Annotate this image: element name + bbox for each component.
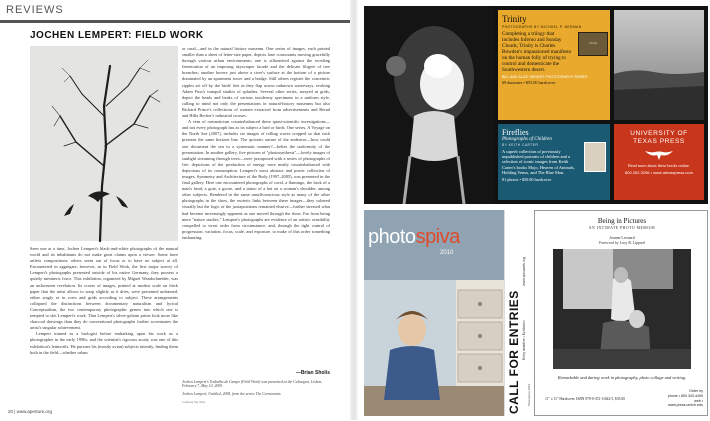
book-subtitle: AN INTIMATE PHOTO MEMOIR (588, 226, 656, 230)
cover-label: trinity (588, 41, 598, 45)
book-subtitle: Photographs of Children (502, 137, 552, 142)
book-blurb: Completing a trilogy that includes Inferno and Sunday Clouds, Trinity is Charles Bowden's impassioned manifesto on the human folly of trying to control and domesticate the Southwestern desert. (502, 31, 572, 73)
book-price: 81 photos • $50.00 hardcover (502, 177, 552, 183)
ut-press-brand (614, 124, 704, 200)
paragraph: Lempert trained as a biologist before embarking upon his work as a photographer in the early 1990s, and the scientist's rigorous acuity was one of this exhibition's leitmotifs. He pursues his (mostly avian) subjects intently, finding them both in the field—whether urban (30, 331, 178, 355)
book-title: Trinity (502, 14, 527, 24)
book-title: Fireflies (502, 128, 529, 137)
page-folio: 20 | www.aperture.org (8, 409, 52, 414)
author-signature: —Brian Sholis (295, 370, 330, 376)
paragraph: or rural—and in the natural history museum. One series of images, each printed smaller than a sheet of letter-size paper, depicts lone cormorants moving gracefully through various urban environments; one is silhouetted against the receding fenestration of an imposing skyscraper facade and the delicate filigree of tree branches; another hovers just above a river's surface at the bottom of a picture dominated by an apartment tower and a bridge. Still others register the concentric ripples set off by the birds' feet as they flap across unknown waterways, evoking Adam Fuss's tranquil studies of splashes. Several other series, arrayed in grids, depict the heads and beaks of various taxidermy specimens in a uniform style, calling to mind not only the presentations in natural-history museums but also Richard Prince's collections of women extracted from advertisements and Bernd and Hilla Becher's industrial crosses. (182, 46, 330, 119)
order-label: Order by (689, 389, 703, 393)
paragraph: Seen one at a time, Jochen Lempert's black-and-white photographs of the natural world and its inhabitants do not make great claims upon a viewer. Some have artless compositions; others seem out of focus or to have no subject at all. Encountered in aggregate, however, as in Field Work, the first major survey of Lempert's photographs presented outside of his native Germany, they possess a quietly mesmeric force. This exhibition, organized by Miguel Wandschneider, was an unforeseen revelation. Its scores of images, printed at modest scale on thick paper that the artist allows to warp slightly as it dries, were presented unframed, either singly or in rows and grids according to subject. These arrangements collapsed the distinctions between documentary naturalism and lyrical Conceptualism, the two contemporary photographic genres into which one is tempted to slot Lempert's work. That Lempert's silver-gelatin prints look more like charcoal drawings than they do conventional photographs further accentuates the artist's singular achievement. (30, 246, 178, 331)
exhibition-caption: Jochen Lempert's Trabalho de Campo (Field Work) was presented at the Culturgest, Lisbon, February 7–May 10, 2009. (182, 380, 323, 388)
order-info (659, 389, 703, 408)
photospiva-smallprint: Photospiva 2010 (527, 383, 531, 406)
boy-in-room-photo (364, 210, 504, 416)
book-blurb: A superb collection of previously unpublished portraits of children and a selection of iconic images from Keith Carter's books Mojo, Heaven of Animals, Holding Venus, and The Blue Man. (502, 149, 575, 175)
photospiva-logo (368, 226, 460, 249)
order-web: web • www.press.umich.edu (668, 398, 703, 408)
publisher-name-line-1: UNIVERSITY OF (630, 130, 688, 137)
photospiva-ad (364, 210, 530, 416)
book-cover (578, 32, 608, 56)
photospiva-side-strip (504, 210, 530, 416)
page-gutter (350, 0, 358, 420)
book-tagline: Remarkable and daring work in photography, photo collage and writing. (557, 375, 687, 380)
book-author: Joanne Leonard (609, 235, 635, 240)
ut-press-ad (364, 6, 708, 204)
trinity-promo (498, 10, 610, 120)
publisher-name-line-2: TEXAS PRESS (633, 138, 685, 145)
logo-spiva: spiva (415, 226, 460, 248)
review-page (0, 0, 350, 420)
book-byline: BY KEITH CARTER (502, 143, 539, 147)
section-header: REVIEWS (6, 4, 64, 16)
woman-child-photo (553, 249, 691, 369)
longhorn-logo-icon (644, 149, 674, 161)
publisher-contact: 800.252.3206 • www.utexaspress.com (625, 170, 693, 175)
section-rule (0, 20, 350, 23)
ad-photo-children (364, 6, 494, 204)
publisher-tagline: Read more about these books online. (628, 163, 690, 168)
call-for-entries: CALL FOR ENTRIES (507, 290, 521, 414)
photo-credit: Courtesy the artist (182, 400, 206, 404)
review-column-1 (30, 246, 178, 356)
logo-photo: photo (368, 226, 416, 248)
photospiva-web: www.spivaarts.org (522, 256, 526, 286)
being-in-pictures-ad (534, 210, 708, 416)
photospiva-year: 2010 (440, 250, 454, 256)
ads-page (358, 0, 710, 420)
book-title: Being in Pictures (597, 217, 647, 225)
cormorant-photo (30, 46, 178, 241)
article-title: JOCHEN LEMPERT: FIELD WORK (30, 30, 204, 41)
book-foreword: Foreword by Lucy R. Lippard (599, 241, 645, 245)
photospiva-dates: Entry deadline • Exhibition (522, 320, 526, 360)
order-phone: phone • 800.343.4499 (667, 393, 703, 398)
photo-caption: Jochen Lempert, Untitled, 2008, from the series The Cormorants. (182, 392, 282, 396)
book-byline: PHOTOGRAPHS BY MICHAEL P. BERMAN (502, 25, 582, 29)
fireflies-promo (498, 124, 610, 200)
desert-landscape-photo (614, 10, 704, 120)
paragraph: A vein of romanticism counterbalanced these quasi-scientific investigations—and not every photograph has as its subject a bird or birds. One series, A Voyage on the North Sea (2007), includes six images of rolling waves cropped so that each presents the same horizon line. The quixotic nature of the endeavor—how could one document the sea in a systematic manner?—belies the uniformity of the presentation. In another gallery, five pictures of "photosynthesis"—lovely images of sunlight streaming through trees—were juxtaposed with a series of photographs of fire: depictions of the production of energy were neatly counterbalanced with depictions of its consumption. Lempert's most abstract and poetic collection of images, Symmetry and Architecture of the Body (1997–2005), was presented in the final gallery. Here one encountered photographs of coral, a flamingo, the back of a man's head, a goat, a goose, and a tattoo of a bat on a woman's shoulder, among other subjects. Rendered in the same unselfconscious style as many of the other photographs in the show, the esoteric links between these images—they cohered visually but the logic of the juxtapositions remained elusive—further stressed what had become increasingly apparent as one moved through the show. Far from being mere "nature studies," Lempert's photographs are evidence of an artistic sensibility compelled to wrest order from circumstance, and, through the tight control of progression, variation, focus, scale, and exposure, to make of this order something enchanting. (182, 119, 330, 240)
review-column-2 (182, 46, 330, 241)
book-cover (584, 142, 606, 172)
book-series: BILL AND ALICE WRIGHT PHOTOGRAPHY SERIES (502, 75, 588, 79)
book-specs: 11" x 11" Hardcover, ISBN 978-0-472-11642-5, $35.00 (545, 397, 625, 401)
book-price: 69 duotones • $55.00 hardcover (502, 80, 556, 85)
